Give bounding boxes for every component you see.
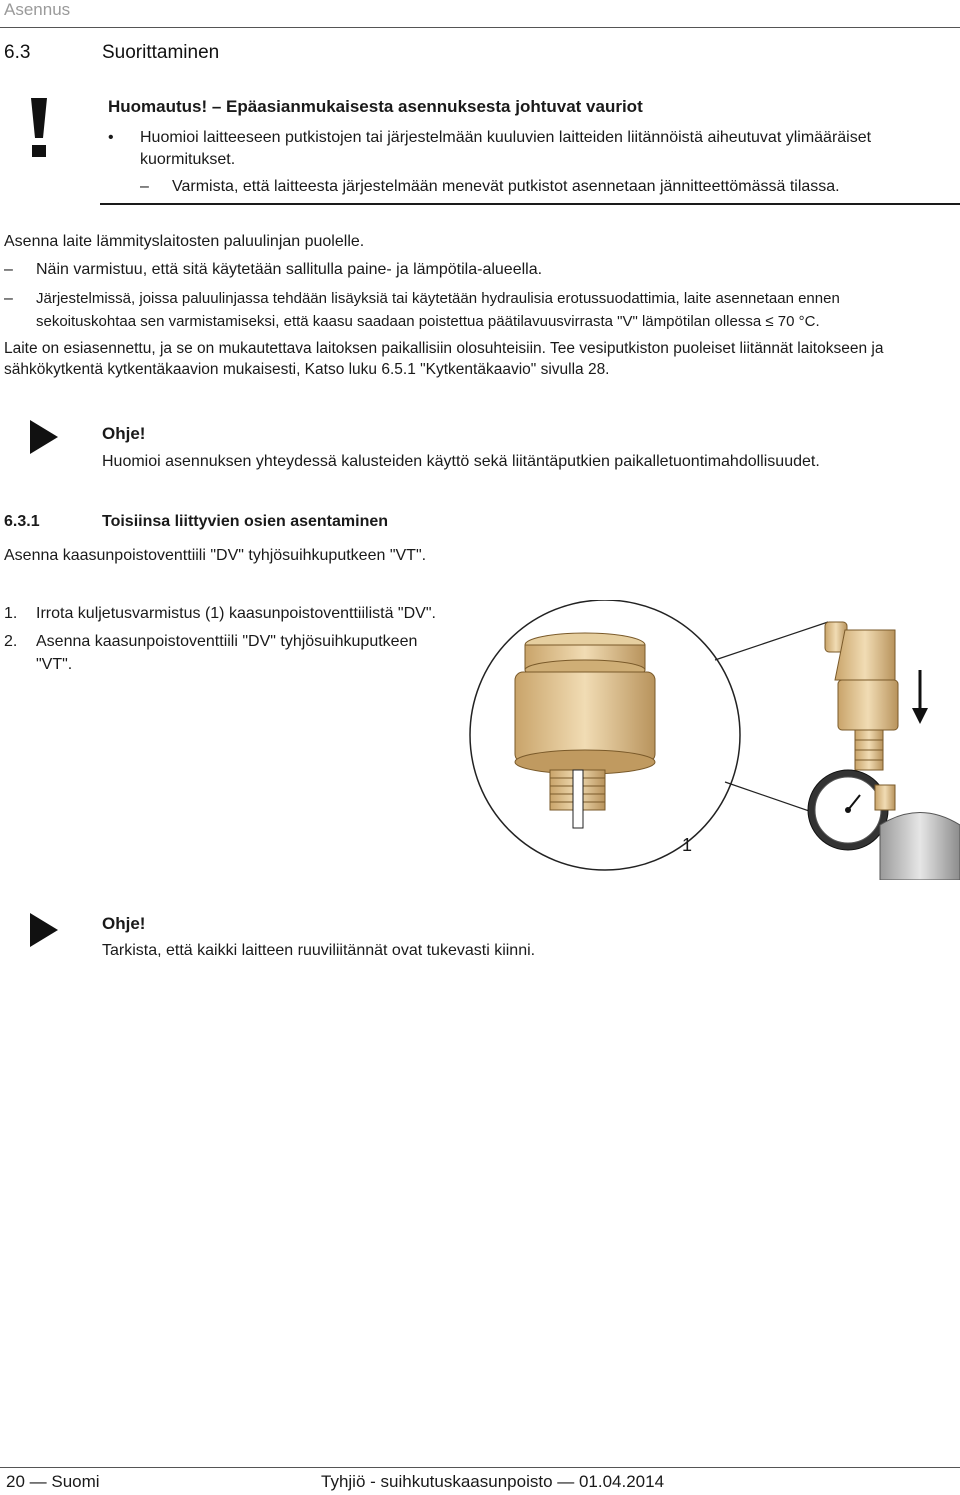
- note-arrow-icon: [30, 420, 58, 454]
- body-dash-2-line1: Järjestelmissä, joissa paluulinjassa tehdään lisäyksiä tai käytetään hydraulisia erotussuodattimia, laite asennetaan ennen: [36, 290, 840, 307]
- warning-title: Huomautus! – Epäasianmukaisesta asennuksesta johtuvat vauriot: [108, 97, 643, 116]
- body-paragraph-2-line1: Laite on esiasennettu, ja se on mukautettava laitoksen paikallisiin olosuhteisiin. Tee vesiputkiston puoleiset liitännät laitokseen ja: [4, 340, 884, 357]
- dash-mark-1: –: [4, 261, 13, 278]
- note-2-title: Ohje!: [102, 914, 146, 933]
- subsection-title: Toisiinsa liittyvien osien asentaminen: [102, 513, 389, 530]
- subsection-number: 6.3.1: [4, 513, 40, 530]
- step-1-text: Irrota kuljetusvarmistus (1) kaasunpoistoventtiilistä "DV".: [36, 605, 436, 622]
- valve-installation-figure: [450, 600, 960, 880]
- section-number: 6.3: [4, 42, 31, 63]
- section-title: Suorittaminen: [102, 42, 220, 63]
- warning-bullet-text: Huomioi laitteeseen putkistojen tai järjestelmään kuuluvien laitteiden liitännöistä aiheutuvat ylimääräiset kuormitukset.: [140, 129, 872, 168]
- note-1-title: Ohje!: [102, 424, 146, 443]
- figure-callout-1: 1: [682, 835, 693, 855]
- transport-lock: [573, 770, 583, 828]
- warning-dash-text: Varmista, että laitteesta järjestelmään menevät putkistot asennetaan jännitteettömässä tilassa.: [172, 178, 840, 195]
- running-header: Asennus: [4, 0, 71, 19]
- footer-rule: [0, 1467, 960, 1468]
- body-paragraph-1: Asenna laite lämmityslaitosten paluulinjan puolelle.: [4, 233, 365, 250]
- step-2-text-cont: "VT".: [36, 656, 73, 673]
- step-2-text: Asenna kaasunpoistoventtiili "DV" tyhjösuihkuputkeen: [36, 633, 418, 650]
- body-dash-1: Näin varmistuu, että sitä käytetään sallitulla paine- ja lämpötila-alueella.: [36, 261, 543, 278]
- exclamation-icon: [28, 98, 50, 158]
- header-rule: [0, 27, 960, 28]
- step-1-number: 1.: [4, 605, 18, 622]
- body-dash-2-line2: sekoituskohtaa sen varmistamiseksi, että kaasu saadaan poistettua päätilavuusvirrasta "V" lämpötilan ollessa ≤ 70 °C.: [36, 313, 820, 330]
- step-2-number: 2.: [4, 633, 18, 650]
- warning-dash-mark: –: [140, 178, 149, 195]
- subsection-intro: Asenna kaasunpoistoventtiili "DV" tyhjösuihkuputkeen "VT".: [4, 547, 427, 564]
- footer-page-language: 20 — Suomi: [6, 1472, 100, 1491]
- note-1-text: Huomioi asennuksen yhteydessä kalusteiden käyttö sekä liitäntäputkien paikalletuontimahdollisuudet.: [102, 453, 820, 470]
- note-arrow-icon: [30, 913, 58, 947]
- footer-document-info: Tyhjiö - suihkutuskaasunpoisto — 01.04.2014: [321, 1472, 665, 1491]
- body-paragraph-2-line2: sähkökytkentä kytkentäkaavion mukaisesti, Katso luku 6.5.1 "Kytkentäkaavio" sivulla 28.: [4, 361, 610, 378]
- warning-bullet-mark: •: [108, 129, 114, 146]
- note-2-text: Tarkista, että kaikki laitteen ruuviliitännät ovat tukevasti kiinni.: [102, 942, 536, 959]
- dash-mark-2: –: [4, 290, 13, 307]
